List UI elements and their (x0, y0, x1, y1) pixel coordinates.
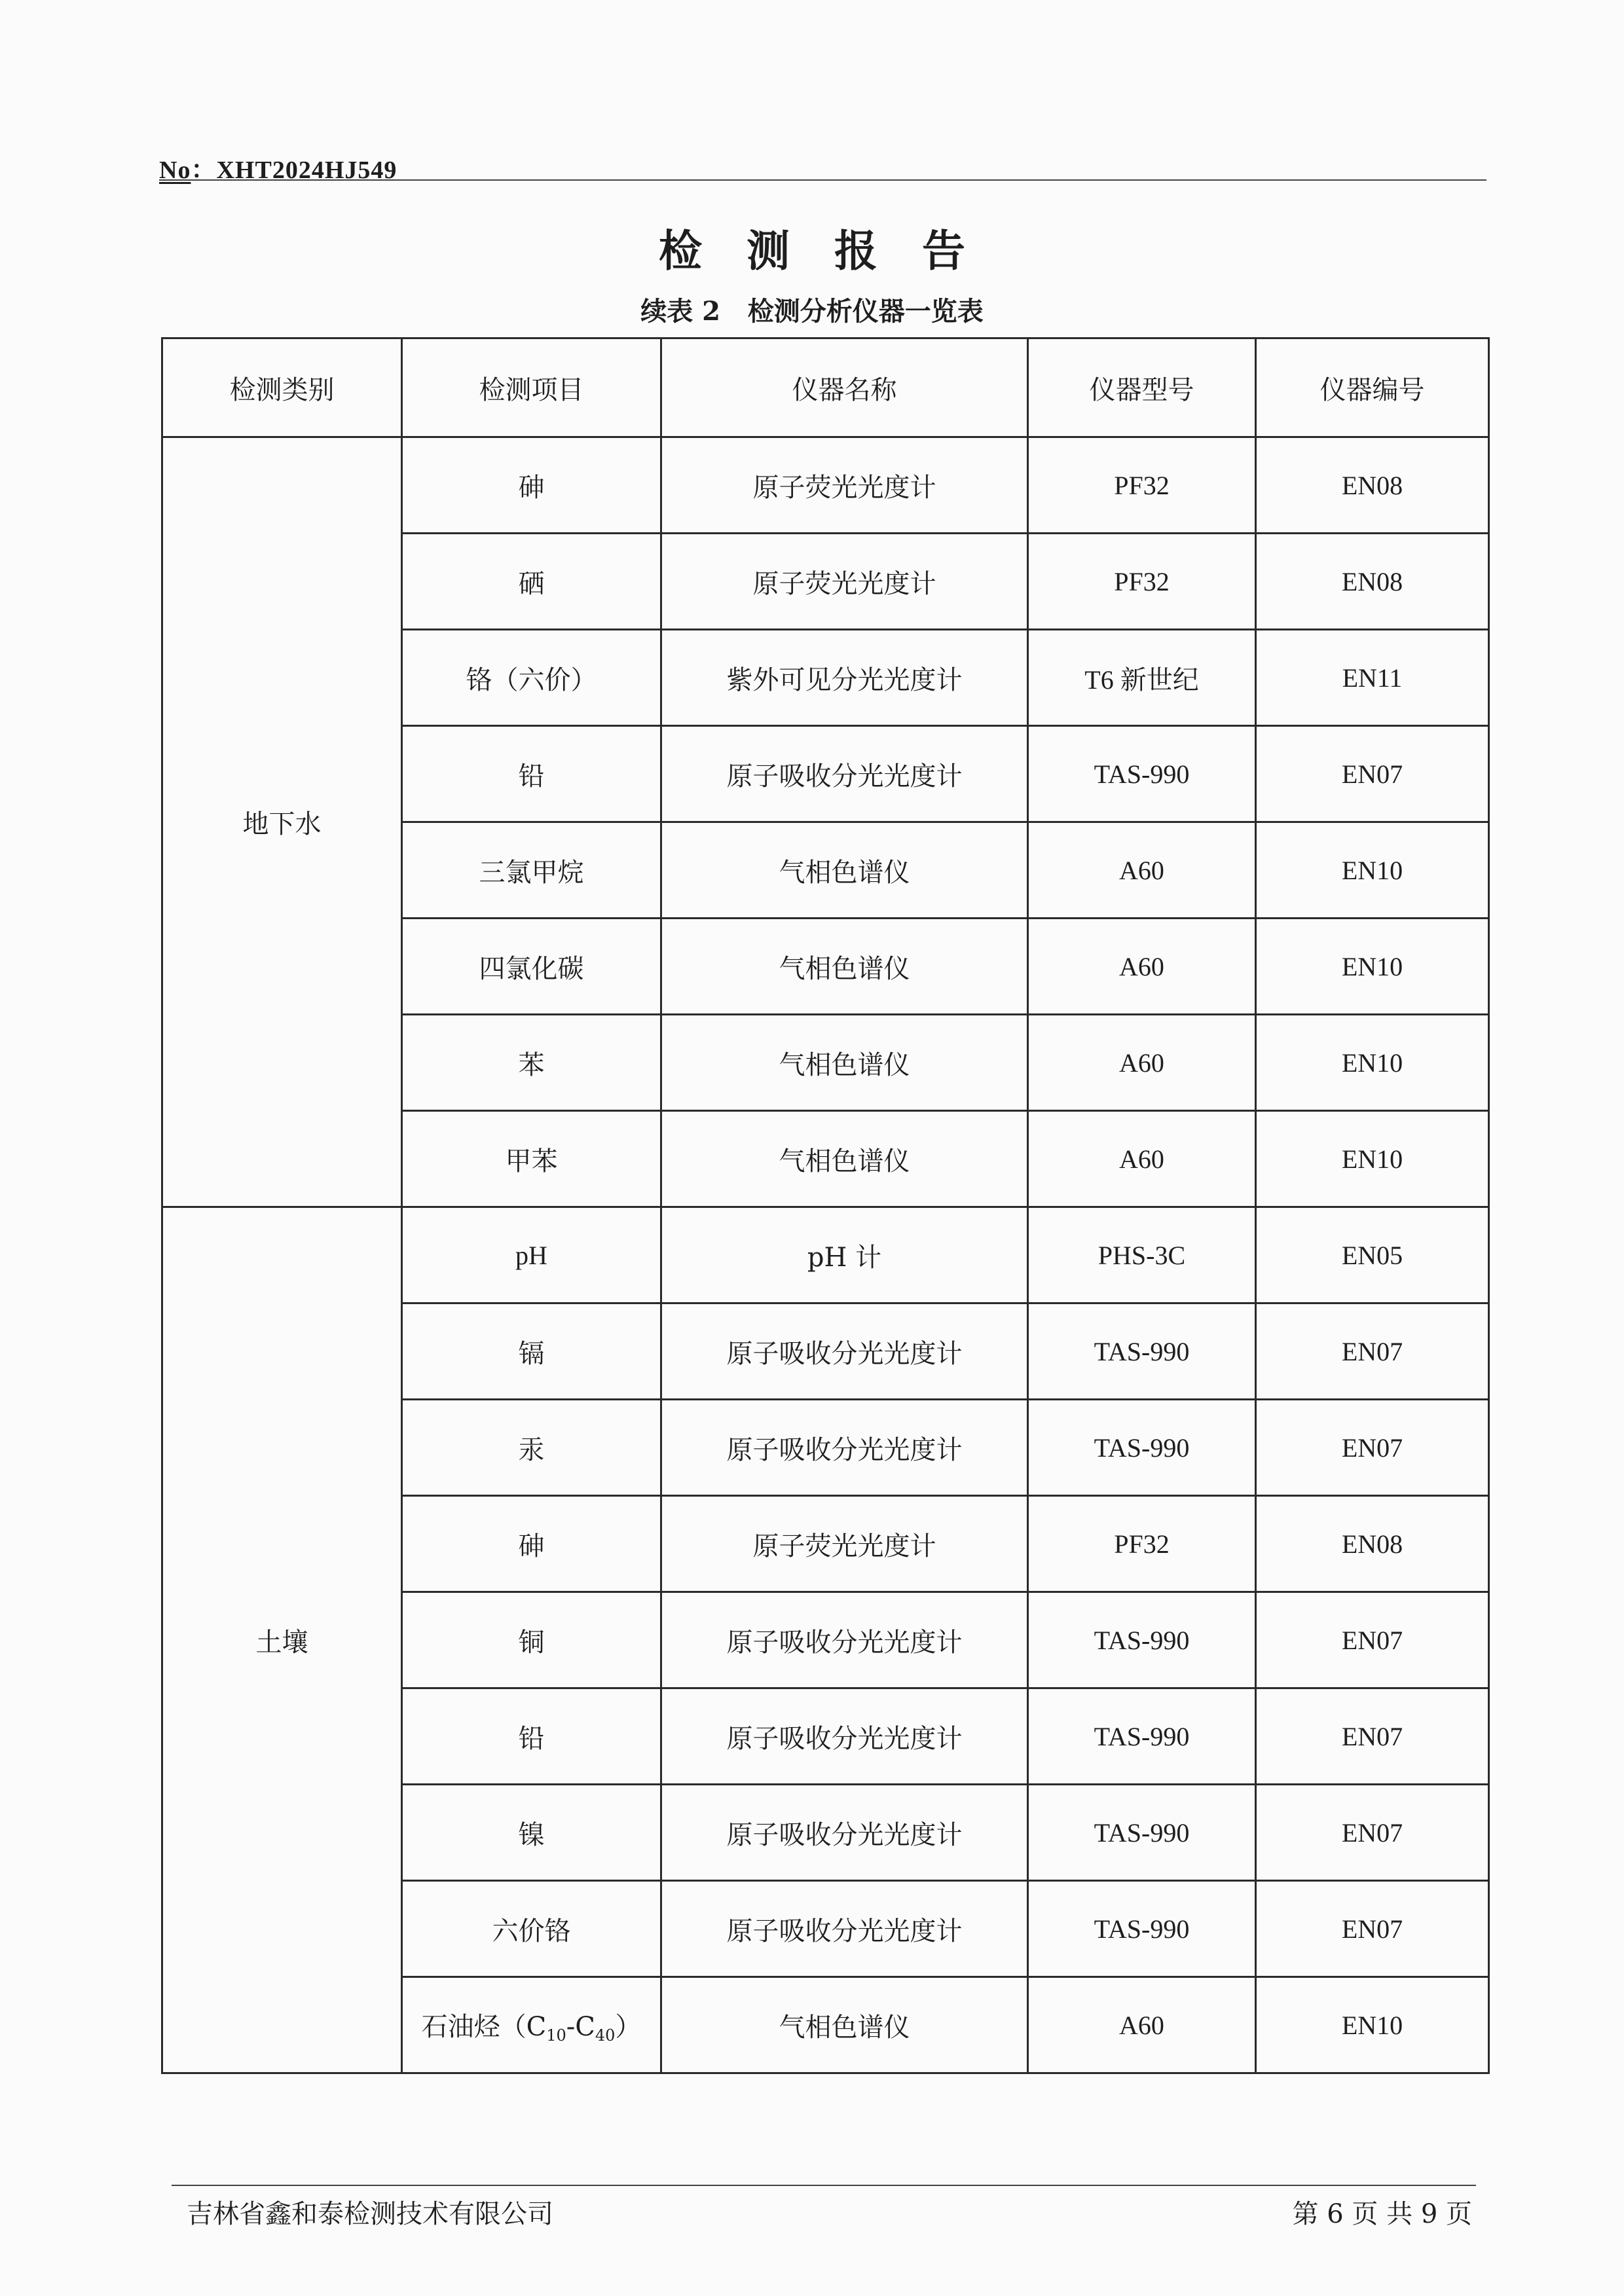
instrument-cell: 紫外可见分光光度计 (661, 630, 1028, 726)
code-cell: EN10 (1256, 822, 1489, 919)
item-cell: 铬（六价） (402, 630, 661, 726)
column-header: 仪器型号 (1028, 338, 1256, 437)
item-mid: -C (566, 2011, 595, 2042)
number-colon: ： (191, 156, 217, 184)
model-cell: PF32 (1028, 534, 1256, 630)
code-cell: EN08 (1256, 534, 1489, 630)
instrument-cell: 气相色谱仪 (661, 1111, 1028, 1207)
model-cell: A60 (1028, 919, 1256, 1015)
number-symbol: No (159, 156, 191, 184)
page-title: 检测报告 (659, 225, 1010, 276)
code-cell: EN07 (1256, 1785, 1489, 1881)
column-header: 检测项目 (402, 338, 661, 437)
column-header: 仪器编号 (1256, 338, 1489, 437)
code-cell: EN05 (1256, 1207, 1489, 1303)
code-cell: EN10 (1256, 1977, 1489, 2073)
table-header-row (162, 338, 1489, 437)
code-cell: EN07 (1256, 1400, 1489, 1496)
code-cell: EN11 (1256, 630, 1489, 726)
instrument-cell: 气相色谱仪 (661, 1977, 1028, 2073)
item-cell: 砷 (402, 1496, 661, 1592)
instrument-cell: 原子吸收分光光度计 (661, 1881, 1028, 1977)
item-cell: 汞 (402, 1400, 661, 1496)
code-cell: EN07 (1256, 1688, 1489, 1785)
model-cell: TAS-990 (1028, 1688, 1256, 1785)
report-number: XHT2024HJ549 (216, 156, 397, 184)
instrument-cell: 原子吸收分光光度计 (661, 726, 1028, 822)
item-cell: 铅 (402, 726, 661, 822)
item-cell: 镍 (402, 1785, 661, 1881)
instrument-table (161, 337, 1490, 2074)
item-cell: 砷 (402, 437, 661, 534)
model-cell: TAS-990 (1028, 726, 1256, 822)
code-cell: EN10 (1256, 919, 1489, 1015)
instrument-cell: pH 计 (661, 1207, 1028, 1303)
table-caption: 续表 2 检测分析仪器一览表 (640, 296, 984, 327)
item-cell: 铜 (402, 1592, 661, 1688)
instrument-cell: 气相色谱仪 (661, 919, 1028, 1015)
instrument-cell: 原子吸收分光光度计 (661, 1785, 1028, 1881)
item-cell: 铅 (402, 1688, 661, 1785)
model-cell: PHS-3C (1028, 1207, 1256, 1303)
item-cell: 硒 (402, 534, 661, 630)
code-cell: EN07 (1256, 726, 1489, 822)
carbon-subscript: 40 (595, 2026, 616, 2045)
page-number: 第 6 页 共 9 页 (1292, 2199, 1472, 2229)
table-row (162, 1207, 1489, 1303)
item-cell: 甲苯 (402, 1111, 661, 1207)
item-cell: 六价铬 (402, 1881, 661, 1977)
instrument-cell: 原子吸收分光光度计 (661, 1592, 1028, 1688)
item-cell (402, 1977, 661, 2073)
code-cell: EN07 (1256, 1592, 1489, 1688)
instrument-cell: 原子吸收分光光度计 (661, 1303, 1028, 1400)
model-cell: A60 (1028, 1111, 1256, 1207)
item-cell: pH (402, 1207, 661, 1303)
code-cell: EN07 (1256, 1303, 1489, 1400)
item-suffix: ） (615, 2011, 642, 2042)
model-cell: TAS-990 (1028, 1785, 1256, 1881)
code-cell: EN10 (1256, 1015, 1489, 1111)
code-cell: EN10 (1256, 1111, 1489, 1207)
code-cell: EN07 (1256, 1881, 1489, 1977)
column-header: 仪器名称 (661, 338, 1028, 437)
company-name: 吉林省鑫和泰检测技术有限公司 (187, 2199, 553, 2229)
item-cell: 四氯化碳 (402, 919, 661, 1015)
model-cell: TAS-990 (1028, 1303, 1256, 1400)
code-cell: EN08 (1256, 437, 1489, 534)
item-cell: 三氯甲烷 (402, 822, 661, 919)
header-rule (159, 179, 1486, 181)
instrument-cell: 原子荧光光度计 (661, 1496, 1028, 1592)
item-prefix: 石油烃（C (421, 2011, 547, 2042)
model-cell: TAS-990 (1028, 1881, 1256, 1977)
model-cell: PF32 (1028, 437, 1256, 534)
instrument-cell: 气相色谱仪 (661, 1015, 1028, 1111)
instrument-cell: 气相色谱仪 (661, 822, 1028, 919)
footer-rule (172, 2185, 1476, 2186)
model-cell: PF32 (1028, 1496, 1256, 1592)
model-cell: A60 (1028, 822, 1256, 919)
model-cell: A60 (1028, 1015, 1256, 1111)
column-header: 检测类别 (162, 338, 402, 437)
item-cell: 苯 (402, 1015, 661, 1111)
table-row (162, 437, 1489, 534)
model-cell: TAS-990 (1028, 1592, 1256, 1688)
instrument-cell: 原子吸收分光光度计 (661, 1688, 1028, 1785)
carbon-subscript: 10 (546, 2026, 566, 2045)
model-cell: T6 新世纪 (1028, 630, 1256, 726)
instrument-cell: 原子荧光光度计 (661, 534, 1028, 630)
code-cell: EN08 (1256, 1496, 1489, 1592)
instrument-cell: 原子荧光光度计 (661, 437, 1028, 534)
model-cell: TAS-990 (1028, 1400, 1256, 1496)
category-cell: 地下水 (162, 437, 402, 1207)
item-cell: 镉 (402, 1303, 661, 1400)
category-cell: 土壤 (162, 1207, 402, 2073)
instrument-cell: 原子吸收分光光度计 (661, 1400, 1028, 1496)
model-cell: A60 (1028, 1977, 1256, 2073)
